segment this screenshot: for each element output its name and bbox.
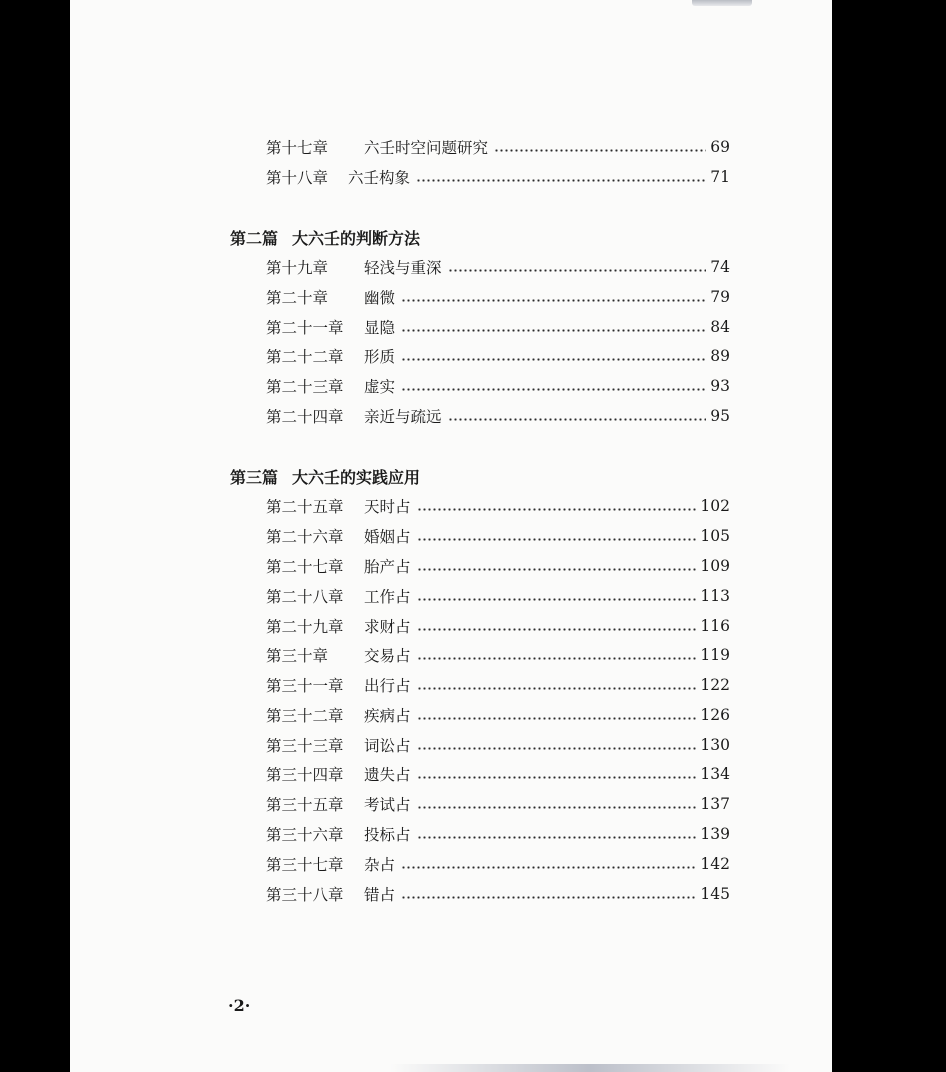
dot-leader: [417, 776, 697, 779]
page-number: 84: [710, 318, 730, 336]
dot-leader: [417, 657, 697, 660]
chapter-number: 第十九章: [266, 259, 329, 277]
page-number: 139: [700, 825, 730, 843]
dot-leader: [417, 508, 697, 511]
part-title: 大六壬的实践应用: [292, 468, 421, 487]
dot-leader: [401, 329, 706, 332]
page-number: 137: [700, 795, 730, 813]
toc-entry: [266, 852, 730, 876]
page-number: 79: [710, 288, 730, 306]
dot-leader: [417, 747, 697, 750]
page-number: 116: [700, 617, 730, 635]
dot-leader: [417, 598, 697, 601]
page-number: 69: [710, 138, 730, 156]
page-number: 102: [700, 497, 730, 515]
chapter-title: 工作占: [364, 588, 411, 606]
dot-leader: [448, 269, 707, 272]
dot-leader: [416, 179, 706, 182]
toc-entry: [266, 584, 730, 608]
chapter-number: 第三十八章: [266, 886, 344, 904]
dot-leader: [417, 836, 697, 839]
chapter-title: 遗失占: [364, 766, 411, 784]
page-number: 74: [710, 258, 730, 276]
chapter-number: 第三十五章: [266, 796, 344, 814]
dot-leader: [417, 806, 697, 809]
page-number: 113: [700, 587, 730, 605]
chapter-title: 考试占: [364, 796, 411, 814]
chapter-number: 第三十四章: [266, 766, 344, 784]
dot-leader: [417, 568, 697, 571]
dot-leader: [417, 717, 697, 720]
dot-leader: [401, 866, 696, 869]
toc-entry: [266, 643, 730, 667]
page-number: 130: [700, 736, 730, 754]
chapter-title: 亲近与疏远: [364, 408, 442, 426]
page-number: 145: [700, 885, 730, 903]
chapter-title: 幽微: [364, 289, 396, 307]
chapter-number: 第二十六章: [266, 528, 344, 546]
part-label: 第三篇: [230, 468, 279, 487]
chapter-number: 第二十三章: [266, 378, 344, 396]
toc-entry: [266, 614, 730, 638]
chapter-number: 第二十七章: [266, 558, 344, 576]
chapter-title: 婚姻占: [364, 528, 411, 546]
chapter-title: 词讼占: [364, 737, 411, 755]
page-number: 71: [710, 168, 730, 186]
dot-leader: [448, 418, 707, 421]
dot-leader: [401, 388, 706, 391]
dot-leader: [401, 896, 696, 899]
chapter-title: 形质: [364, 348, 396, 366]
toc-entry: [266, 882, 730, 906]
chapter-number: 第三十七章: [266, 856, 344, 874]
page-number: 95: [710, 407, 730, 425]
toc-entry: [266, 762, 730, 786]
chapter-title: 杂占: [364, 856, 396, 874]
chapter-number: 第二十九章: [266, 618, 344, 636]
chapter-number: 第二十一章: [266, 319, 344, 337]
toc-entry: [266, 733, 730, 757]
chapter-title: 六壬时空问题研究: [364, 139, 489, 157]
chapter-number: 第十八章: [266, 169, 329, 187]
toc-entry: [266, 524, 730, 548]
chapter-title: 出行占: [364, 677, 411, 695]
toc-entry: [266, 255, 730, 279]
chapter-number: 第十七章: [266, 139, 329, 157]
part-heading: [230, 465, 420, 488]
chapter-title: 天时占: [364, 498, 411, 516]
chapter-title: 显隐: [364, 319, 396, 337]
page-number: 89: [710, 347, 730, 365]
dot-leader: [401, 358, 706, 361]
chapter-title: 错占: [364, 886, 396, 904]
page-number: 126: [700, 706, 730, 724]
toc-entry: [266, 404, 730, 428]
chapter-number: 第三十六章: [266, 826, 344, 844]
chapter-number: 第二十四章: [266, 408, 344, 426]
chapter-number: 第三十一章: [266, 677, 344, 695]
page-number: 109: [700, 557, 730, 575]
toc-entry: [266, 315, 730, 339]
toc-entry: [266, 494, 730, 518]
chapter-number: 第二十章: [266, 289, 329, 307]
chapter-title: 轻浅与重深: [364, 259, 442, 277]
page-number: 122: [700, 676, 730, 694]
dot-leader: [417, 628, 697, 631]
dot-leader: [494, 149, 706, 152]
book-page: [70, 0, 832, 1072]
part-title: 大六壬的判断方法: [292, 229, 421, 248]
chapter-number: 第三十二章: [266, 707, 344, 725]
chapter-title: 胎产占: [364, 558, 411, 576]
chapter-title: 交易占: [364, 647, 411, 665]
toc-entry: [266, 792, 730, 816]
chapter-number: 第三十三章: [266, 737, 344, 755]
toc-entry: [266, 344, 730, 368]
toc-entry: [266, 703, 730, 727]
chapter-number: 第三十章: [266, 647, 329, 665]
toc-entry: [266, 165, 730, 189]
toc-entry: [266, 135, 730, 159]
part-label: 第二篇: [230, 229, 279, 248]
chapter-title: 求财占: [364, 618, 411, 636]
toc-entry: [266, 554, 730, 578]
chapter-number: 第二十二章: [266, 348, 344, 366]
toc-entry: [266, 285, 730, 309]
page-number: 142: [700, 855, 730, 873]
toc-entry: [266, 374, 730, 398]
page-corner-mark: [692, 0, 752, 6]
chapter-title: 投标占: [364, 826, 411, 844]
dot-leader: [417, 687, 697, 690]
chapter-title: 虚实: [364, 378, 396, 396]
toc-entry: [266, 822, 730, 846]
page-number: 93: [710, 377, 730, 395]
dot-leader: [417, 538, 697, 541]
chapter-number: 第二十八章: [266, 588, 344, 606]
page-number: 134: [700, 765, 730, 783]
part-heading: [230, 226, 420, 249]
page-folio: ·2·: [228, 996, 251, 1015]
chapter-number: 第二十五章: [266, 498, 344, 516]
bottom-edge-shadow: [390, 1064, 790, 1072]
dot-leader: [401, 299, 706, 302]
toc-entry: [266, 673, 730, 697]
chapter-title: 疾病占: [364, 707, 411, 725]
page-number: 105: [700, 527, 730, 545]
chapter-title: 六壬构象: [348, 169, 411, 187]
page-number: 119: [700, 646, 730, 664]
